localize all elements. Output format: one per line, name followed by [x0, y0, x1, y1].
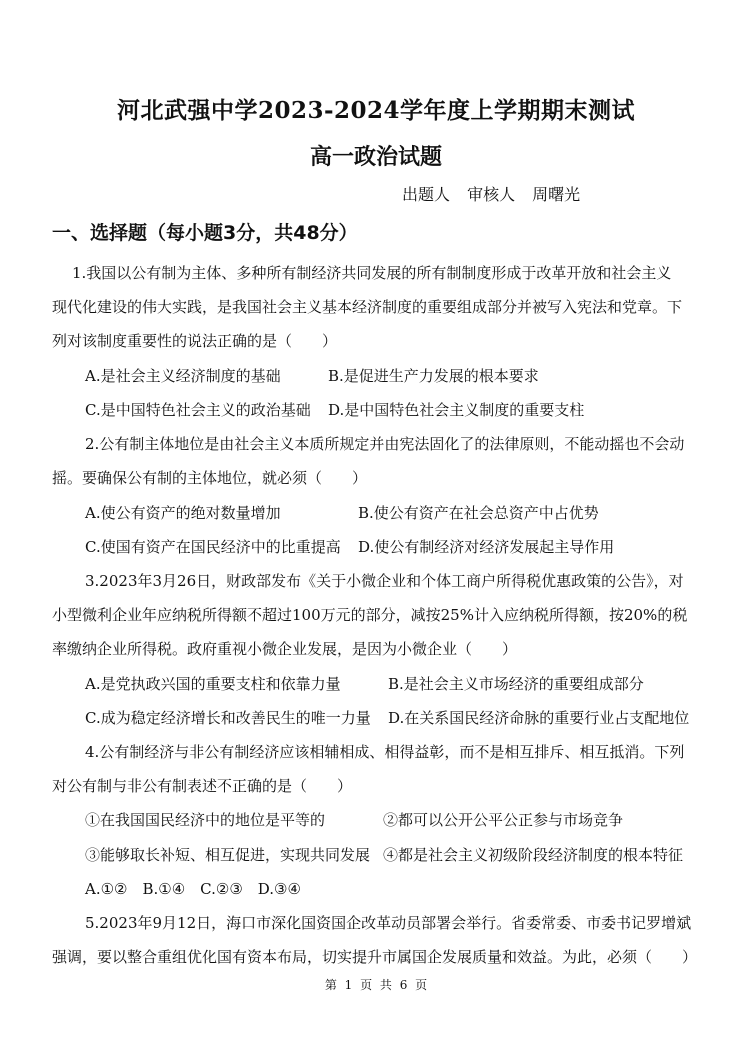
exam-title: 河北武强中学2023-2024学年度上学期期末测试	[116, 97, 636, 124]
exam-subtitle: 高一政治试题	[309, 144, 442, 170]
q2-option-c: C.使国有资产在国民经济中的比重提高	[85, 538, 341, 556]
q1-option-a: A.是社会主义经济制度的基础	[85, 367, 281, 385]
q1-option-c: C.是中国特色社会主义的政治基础	[85, 401, 311, 419]
q4-statement-1: ①在我国国民经济中的地位是平等的	[85, 811, 326, 829]
section-heading: 一、选择题（每小题3分，共48分）	[52, 222, 358, 244]
q4-statement-2: ②都可以公开公平公正参与市场竞争	[383, 811, 624, 829]
q3-option-c: C.成为稳定经济增长和改善民生的唯一力量	[85, 709, 371, 727]
q2-option-a: A.使公有资产的绝对数量增加	[85, 504, 281, 522]
q2-option-b: B.使公有资产在社会总资产中占优势	[358, 504, 599, 522]
q2-stem-line-2: 摇。要确保公有制的主体地位，就必须（ ）	[52, 469, 368, 487]
q3-option-b: B.是社会主义市场经济的重要组成部分	[388, 675, 644, 693]
q1-stem-line-1: 1.我国以公有制为主体、多种所有制经济共同发展的所有制制度形成于改革开放和社会主义	[72, 264, 672, 282]
q1-stem-line-3: 列对该制度重要性的说法正确的是（ ）	[52, 332, 338, 350]
q3-option-a: A.是党执政兴国的重要支柱和依靠力量	[85, 675, 341, 693]
q3-stem-line-3: 率缴纳企业所得税。政府重视小微企业发展，是因为小微企业（ ）	[52, 640, 518, 658]
authors-line: 出题人 审核人 周曙光	[402, 185, 581, 204]
q4-stem-line-2: 对公有制与非公有制表述不正确的是（ ）	[52, 777, 353, 795]
q2-stem-line-1: 2.公有制主体地位是由社会主义本质所规定并由宪法固化了的法律原则，不能动摇也不会动	[85, 435, 685, 453]
q4-stem-line-1: 4.公有制经济与非公有制经济应该相辅相成、相得益彰，而不是相互排斥、相互抵消。下列	[85, 743, 685, 761]
q4-statement-4: ④都是社会主义初级阶段经济制度的根本特征	[383, 846, 684, 864]
q5-stem-line-1: 5.2023年9月12日，海口市深化国资国企改革动员部署会举行。省委常委、市委书记罗增斌	[85, 914, 692, 932]
q3-option-d: D.在关系国民经济命脉的重要行业占支配地位	[388, 709, 690, 727]
q1-option-d: D.是中国特色社会主义制度的重要支柱	[328, 401, 585, 419]
q5-stem-line-2: 强调，要以整合重组优化国有资本布局，切实提升市属国企发展质量和效益。为此，必须（ ）	[52, 948, 698, 966]
q4-statement-3: ③能够取长补短、相互促进，实现共同发展	[85, 846, 371, 864]
q2-option-d: D.使公有制经济对经济发展起主导作用	[358, 538, 615, 556]
page-footer: 第 1 页 共 6 页	[324, 978, 428, 992]
q1-stem-line-2: 现代化建设的伟大实践，是我国社会主义基本经济制度的重要组成部分并被写入宪法和党章。下	[52, 298, 683, 316]
q3-stem-line-1: 3.2023年3月26日，财政部发布《关于小微企业和个体工商户所得税优惠政策的公告》，对	[85, 572, 684, 590]
q1-option-b: B.是促进生产力发展的根本要求	[328, 367, 539, 385]
q4-choices: A.①② B.①④ C.②③ D.③④	[85, 880, 301, 898]
q3-stem-line-2: 小型微利企业年应纳税所得额不超过100万元的部分，减按25%计入应纳税所得额，按20%的税	[52, 606, 688, 624]
